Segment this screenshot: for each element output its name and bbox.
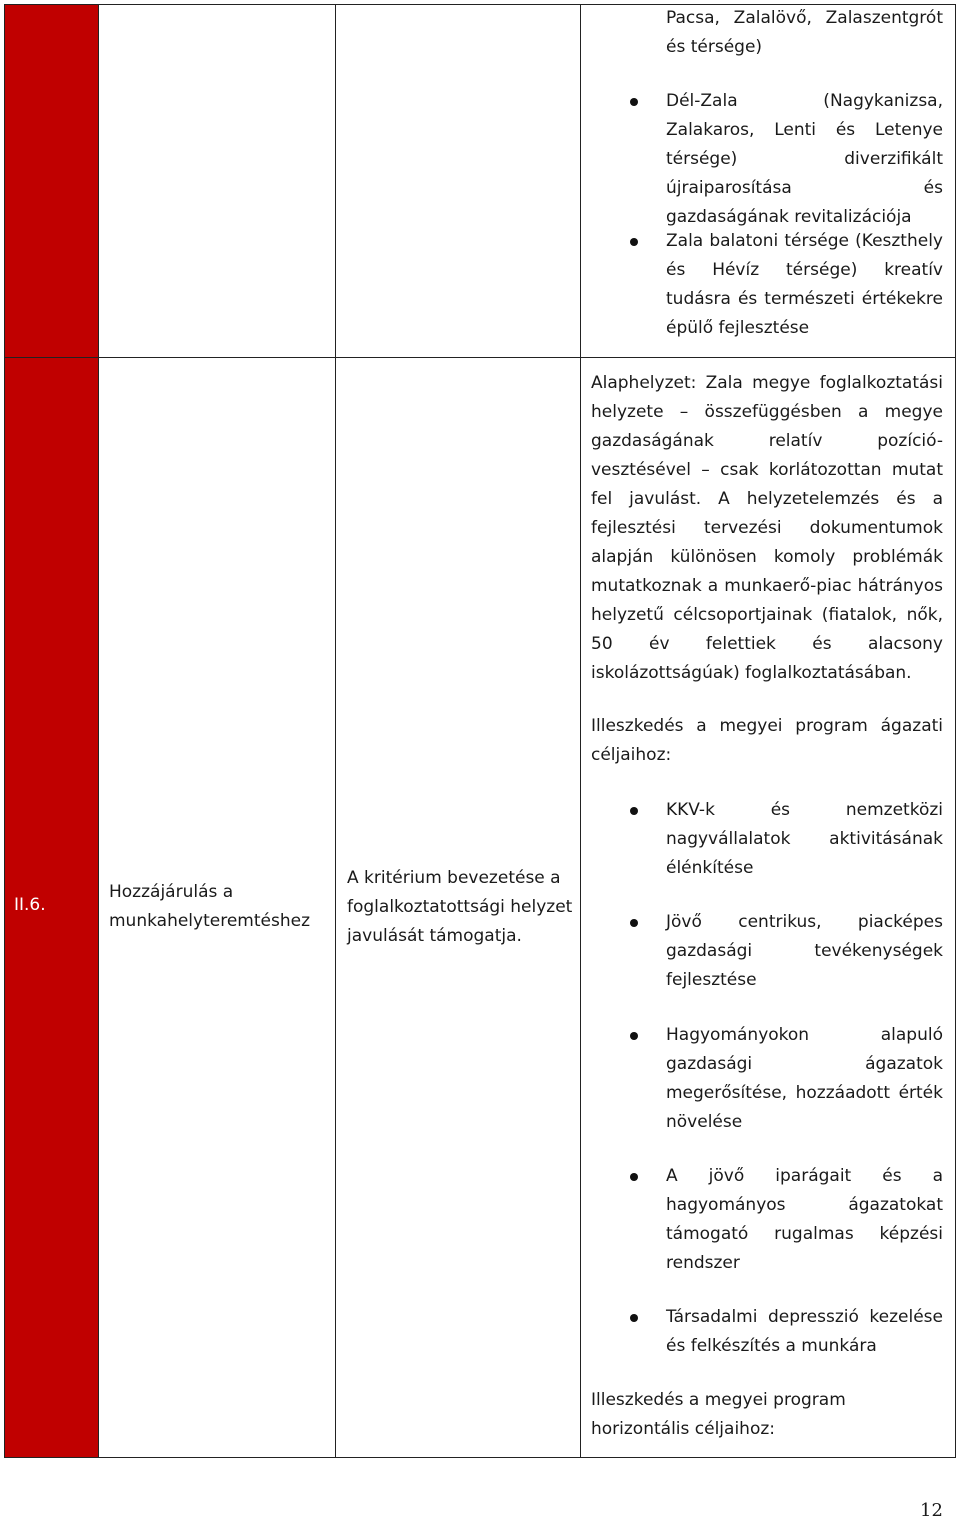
criterion-description: A kritérium bevezetése a foglalkoztatottsági helyzet javulását támogatja. bbox=[347, 868, 573, 946]
sectoral-heading: Illeszkedés a megyei program ágazati céljaihoz: bbox=[591, 716, 943, 765]
page-number: 12 bbox=[920, 1500, 943, 1521]
row-divider bbox=[4, 357, 956, 358]
sectoral-item: Társadalmi depresszió kezelése és felkészítés a munkára bbox=[666, 1307, 943, 1356]
sectoral-item: KKV-k és nemzetközi nagyvállalatok aktivitásának élénkítése bbox=[666, 800, 943, 878]
previous-row-item: Dél-Zala (Nagykanizsa, Zalakaros, Lenti és Letenye térsége) diverzifikált újraiparosítása és gazdaságának revitalizációja bbox=[666, 91, 943, 227]
bullet-icon bbox=[630, 1173, 638, 1181]
bullet-icon bbox=[630, 98, 638, 106]
criterion-title: Hozzájárulás a munkahelyteremtéshez bbox=[109, 882, 310, 931]
previous-row-item: Zala balatoni térsége (Keszthely és Hévíz térsége) kreatív tudásra és természeti értékekre épülő fejlesztése bbox=[666, 231, 943, 338]
column-divider bbox=[98, 4, 99, 1458]
column-divider bbox=[580, 4, 581, 1458]
bullet-icon bbox=[630, 807, 638, 815]
sectoral-item: Jövő centrikus, piacképes gazdasági tevékenységek fejlesztése bbox=[666, 912, 943, 990]
baseline-paragraph: Alaphelyzet: Zala megye foglalkoztatási helyzete – összefüggésben a megye gazdaságának relatív pozíció-vesztésével – csak korlátozottan mutat fel javulást. A helyzetelemzés és a fejlesztési tervezési dokumentumok alapján különösen komoly problémák mutatkoznak a munkaerő-piac hátrányos helyzetű célcsoportjainak (fiatalok, nők, 50 év felettiek és alacsony iskolázottságúak) foglalkoztatásában. bbox=[591, 373, 943, 683]
previous-row-item: Pacsa, Zalalövő, Zalaszentgrót és térsége) bbox=[666, 8, 943, 57]
sectoral-item: Hagyományokon alapuló gazdasági ágazatok megerősítése, hozzáadott érték növelése bbox=[666, 1025, 943, 1132]
column-divider bbox=[335, 4, 336, 1458]
row-label: II.6. bbox=[14, 895, 46, 915]
bullet-icon bbox=[630, 919, 638, 927]
bullet-icon bbox=[630, 1032, 638, 1040]
bullet-icon bbox=[630, 1314, 638, 1322]
sectoral-item: A jövő iparágait és a hagyományos ágazatokat támogató rugalmas képzési rendszer bbox=[666, 1166, 943, 1273]
bullet-icon bbox=[630, 238, 638, 246]
horizontal-heading: Illeszkedés a megyei program horizontális céljaihoz: bbox=[591, 1390, 846, 1439]
